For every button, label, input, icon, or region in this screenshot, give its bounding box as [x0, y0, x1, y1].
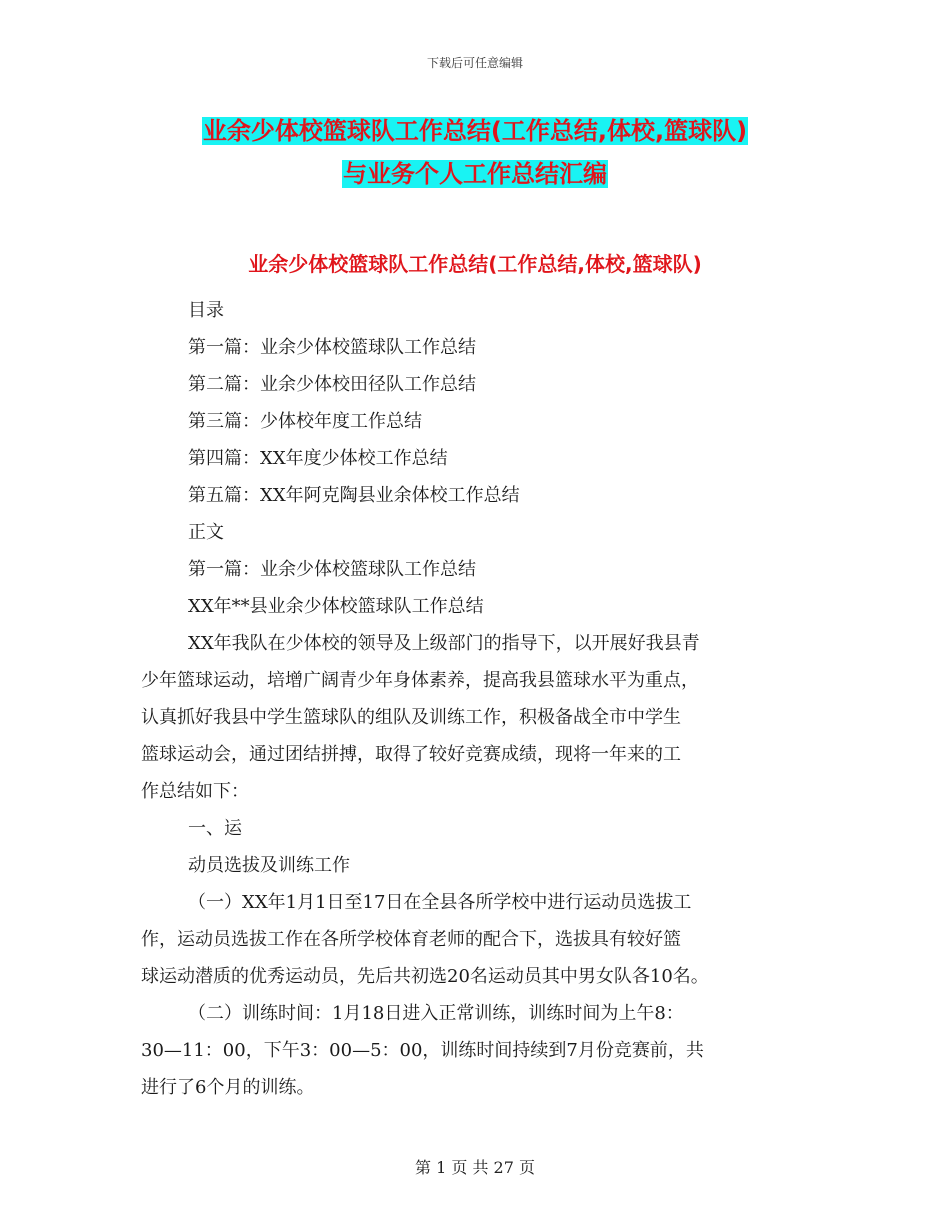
page-footer: 第 1 页 共 27 页: [415, 1158, 535, 1177]
paragraph-line: 作总结如下：: [141, 781, 249, 802]
main-title-line-2: 与业务个人工作总结汇编: [343, 160, 607, 188]
toc-item: 第三篇：少体校年度工作总结: [188, 411, 422, 432]
paragraph-line: 30—11：00，下午3：00—5：00，训练时间持续到7月份竞赛前，共: [141, 1040, 704, 1061]
toc-item: 第五篇：XX年阿克陶县业余体校工作总结: [188, 485, 520, 506]
doc-title: XX年**县业余少体校篮球队工作总结: [188, 596, 484, 617]
section-heading-part-1: 一、运: [188, 818, 242, 839]
header-note: 下载后可任意编辑: [426, 56, 523, 70]
toc-item: 第一篇：业余少体校篮球队工作总结: [188, 337, 476, 358]
paragraph-line: 球运动潜质的优秀运动员，先后共初选20名运动员其中男女队各10名。: [141, 966, 709, 987]
toc-item: 第四篇：XX年度少体校工作总结: [188, 448, 448, 469]
main-title-line-1: 业余少体校篮球队工作总结(工作总结,体校,篮球队): [202, 117, 748, 145]
sub-title: 业余少体校篮球队工作总结(工作总结,体校,篮球队): [248, 252, 702, 276]
paragraph-line: 认真抓好我县中学生篮球队的组队及训练工作，积极备战全市中学生: [141, 707, 681, 728]
chapter-title: 第一篇：业余少体校篮球队工作总结: [188, 559, 476, 580]
paragraph-line: XX年我队在少体校的领导及上级部门的指导下，以开展好我县青: [188, 633, 700, 654]
paragraph-line: （一）XX年1月1日至17日在全县各所学校中进行运动员选拔工: [188, 892, 692, 913]
paragraph-line: 篮球运动会，通过团结拼搏，取得了较好竞赛成绩，现将一年来的工: [141, 744, 681, 765]
paragraph-line: 进行了6个月的训练。: [141, 1077, 315, 1098]
paragraph-line: 作，运动员选拔工作在各所学校体育老师的配合下，选拔具有较好篮: [141, 929, 681, 950]
section-heading-part-2: 动员选拔及训练工作: [188, 855, 350, 876]
toc-heading: 目录: [188, 300, 224, 321]
toc-item: 第二篇：业余少体校田径队工作总结: [188, 374, 476, 395]
paragraph-line: 少年篮球运动，培增广阔青少年身体素养，提高我县篮球水平为重点，: [141, 670, 699, 691]
body-heading: 正文: [188, 522, 224, 543]
paragraph-line: （二）训练时间：1月18日进入正常训练，训练时间为上午8：: [188, 1003, 684, 1024]
